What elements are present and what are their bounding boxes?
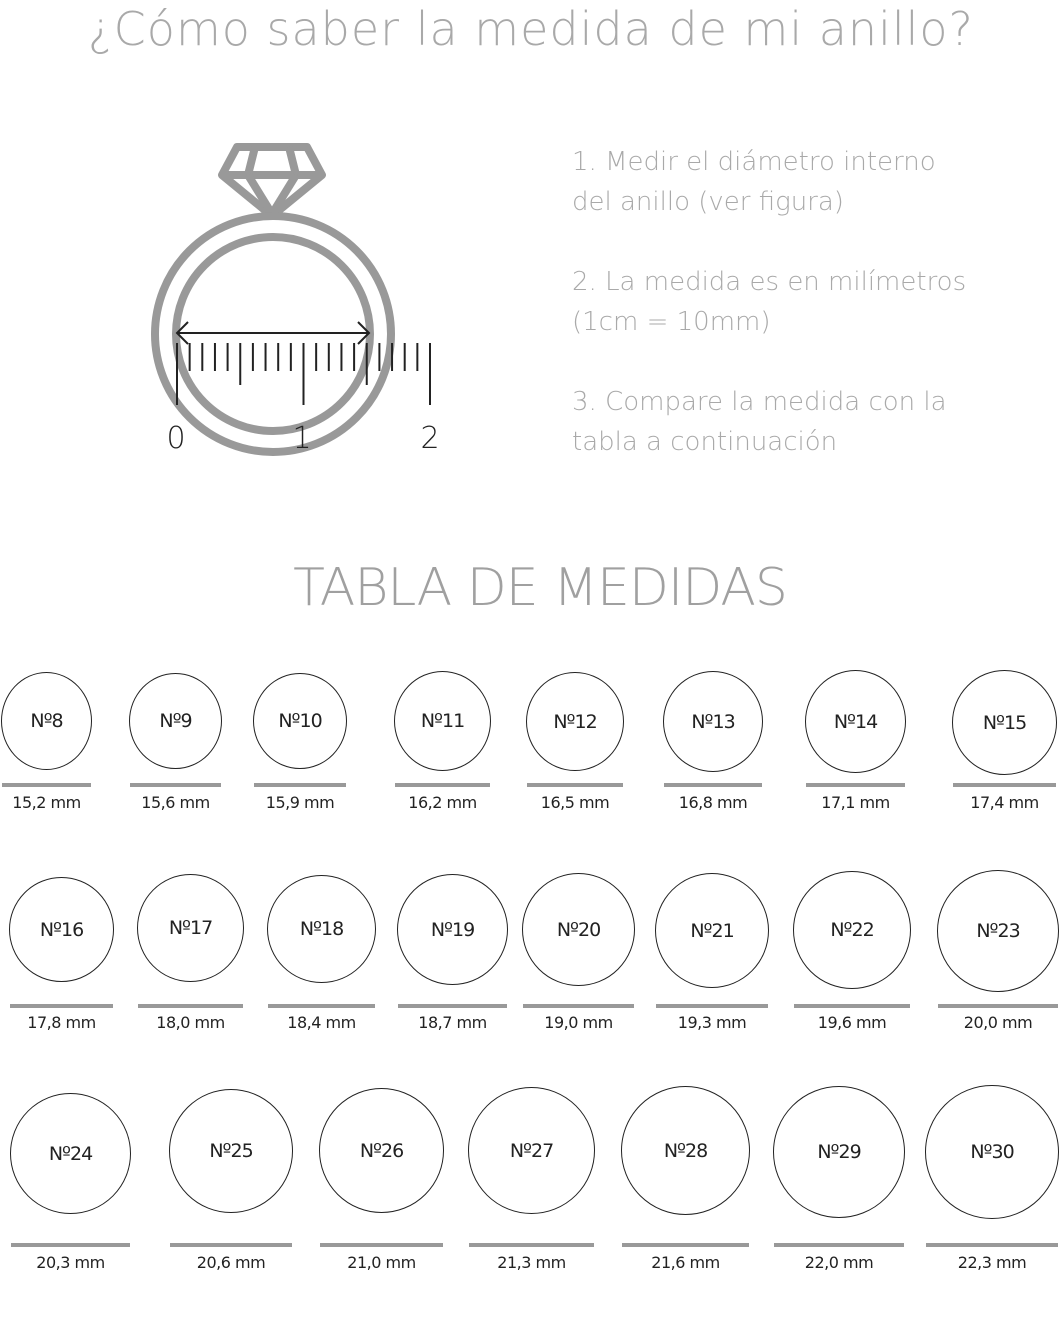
size-circle bbox=[663, 671, 763, 772]
size-bar bbox=[664, 783, 762, 787]
size-bar bbox=[138, 1004, 243, 1008]
diamond-icon bbox=[222, 147, 322, 216]
instruction-step-2: 2. La medida es en milímetros (1cm = 10mm) bbox=[572, 267, 967, 337]
size-circle bbox=[522, 873, 635, 986]
size-bar bbox=[622, 1243, 749, 1247]
size-label: Nº30 bbox=[970, 1141, 1014, 1163]
size-circle bbox=[319, 1088, 444, 1213]
page-title: ¿Cómo saber la medida de mi anillo? bbox=[88, 2, 974, 56]
size-mm: 21,0 mm bbox=[347, 1253, 416, 1272]
ring-measure-figure bbox=[140, 130, 460, 480]
size-bar bbox=[268, 1004, 375, 1008]
size-circle bbox=[526, 672, 624, 771]
size-label: Nº8 bbox=[30, 710, 63, 732]
size-circle bbox=[952, 670, 1057, 775]
size-mm: 20,0 mm bbox=[963, 1013, 1033, 1032]
size-circle bbox=[253, 673, 347, 769]
size-label: Nº23 bbox=[976, 920, 1020, 942]
size-mm: 17,8 mm bbox=[27, 1013, 96, 1032]
size-label: Nº15 bbox=[982, 711, 1027, 734]
size-circle bbox=[267, 875, 376, 983]
size-circle bbox=[621, 1086, 750, 1215]
size-mm: 19,6 mm bbox=[817, 1013, 887, 1032]
size-label: Nº17 bbox=[168, 917, 213, 939]
ruler-label-0: 0 bbox=[166, 421, 186, 456]
size-mm: 18,0 mm bbox=[156, 1013, 225, 1032]
size-label: Nº28 bbox=[663, 1139, 708, 1162]
size-label: Nº9 bbox=[159, 710, 192, 732]
size-label: Nº22 bbox=[830, 919, 874, 941]
ruler-label-2: 2 bbox=[420, 421, 440, 456]
size-circle bbox=[937, 870, 1059, 992]
ruler-label-1: 1 bbox=[292, 421, 312, 456]
size-bar bbox=[130, 783, 221, 787]
size-bar bbox=[774, 1243, 904, 1247]
size-mm: 18,7 mm bbox=[418, 1013, 487, 1032]
size-bar bbox=[398, 1004, 507, 1008]
size-mm: 16,8 mm bbox=[678, 793, 748, 812]
size-label: Nº24 bbox=[48, 1142, 93, 1165]
size-circle bbox=[925, 1085, 1059, 1219]
size-mm: 15,9 mm bbox=[265, 793, 335, 812]
size-mm: 16,2 mm bbox=[408, 793, 477, 812]
size-circle bbox=[805, 670, 906, 773]
size-label: Nº21 bbox=[690, 919, 734, 942]
size-bar bbox=[170, 1243, 292, 1247]
size-bar bbox=[2, 783, 91, 787]
size-circle bbox=[394, 671, 491, 771]
size-mm: 18,4 mm bbox=[287, 1013, 356, 1032]
size-bar bbox=[806, 783, 905, 787]
size-label: Nº11 bbox=[420, 710, 465, 732]
size-mm: 19,0 mm bbox=[544, 1013, 613, 1032]
diameter-arrow bbox=[177, 322, 369, 344]
size-circle bbox=[793, 871, 911, 989]
size-label: Nº25 bbox=[209, 1140, 253, 1162]
instruction-step-3: 3. Compare la medida con la tabla a continuación bbox=[572, 387, 947, 457]
ruler bbox=[177, 343, 430, 405]
size-bar bbox=[254, 783, 346, 787]
size-bar bbox=[395, 783, 490, 787]
size-label: Nº13 bbox=[691, 710, 735, 733]
size-bar bbox=[10, 1004, 113, 1008]
size-bar bbox=[794, 1004, 910, 1008]
size-label: Nº26 bbox=[359, 1139, 404, 1162]
size-circle bbox=[1, 672, 92, 770]
size-mm: 15,6 mm bbox=[141, 793, 210, 812]
size-label: Nº12 bbox=[553, 710, 597, 733]
size-circle bbox=[397, 874, 508, 985]
size-circle bbox=[137, 874, 244, 982]
size-mm: 20,6 mm bbox=[196, 1253, 266, 1272]
size-mm: 22,0 mm bbox=[804, 1253, 874, 1272]
size-label: Nº10 bbox=[278, 710, 322, 732]
size-circle bbox=[129, 673, 222, 769]
size-mm: 17,4 mm bbox=[970, 793, 1039, 812]
size-bar bbox=[527, 783, 623, 787]
size-bar bbox=[926, 1243, 1058, 1247]
instruction-step-1: 1. Medir el diámetro interno del anillo (ver figura) bbox=[572, 147, 936, 217]
size-circle bbox=[655, 873, 769, 988]
size-label: Nº16 bbox=[39, 918, 84, 941]
size-bar bbox=[11, 1243, 130, 1247]
size-label: Nº29 bbox=[817, 1141, 861, 1163]
size-label: Nº14 bbox=[833, 710, 878, 733]
instructions bbox=[572, 142, 1052, 502]
size-label: Nº20 bbox=[556, 918, 601, 941]
table-title: TABLA DE MEDIDAS bbox=[293, 558, 787, 618]
size-bar bbox=[469, 1243, 594, 1247]
size-bar bbox=[938, 1004, 1058, 1008]
size-label: Nº19 bbox=[430, 918, 475, 941]
size-mm: 17,1 mm bbox=[821, 793, 890, 812]
size-mm: 20,3 mm bbox=[36, 1253, 105, 1272]
size-circle bbox=[468, 1087, 595, 1214]
size-mm: 21,6 mm bbox=[651, 1253, 720, 1272]
size-mm: 22,3 mm bbox=[957, 1253, 1027, 1272]
size-circle bbox=[169, 1089, 293, 1213]
size-mm: 19,3 mm bbox=[677, 1013, 747, 1032]
size-bar bbox=[953, 783, 1056, 787]
size-bar bbox=[523, 1004, 634, 1008]
size-bar bbox=[320, 1243, 443, 1247]
size-bar bbox=[656, 1004, 768, 1008]
size-label: Nº18 bbox=[299, 918, 344, 940]
size-mm: 16,5 mm bbox=[540, 793, 610, 812]
size-label: Nº27 bbox=[509, 1139, 554, 1162]
size-circle bbox=[10, 1093, 131, 1214]
size-mm: 15,2 mm bbox=[12, 793, 81, 812]
size-circle bbox=[773, 1086, 905, 1218]
size-circle bbox=[9, 877, 114, 982]
size-mm: 21,3 mm bbox=[497, 1253, 566, 1272]
